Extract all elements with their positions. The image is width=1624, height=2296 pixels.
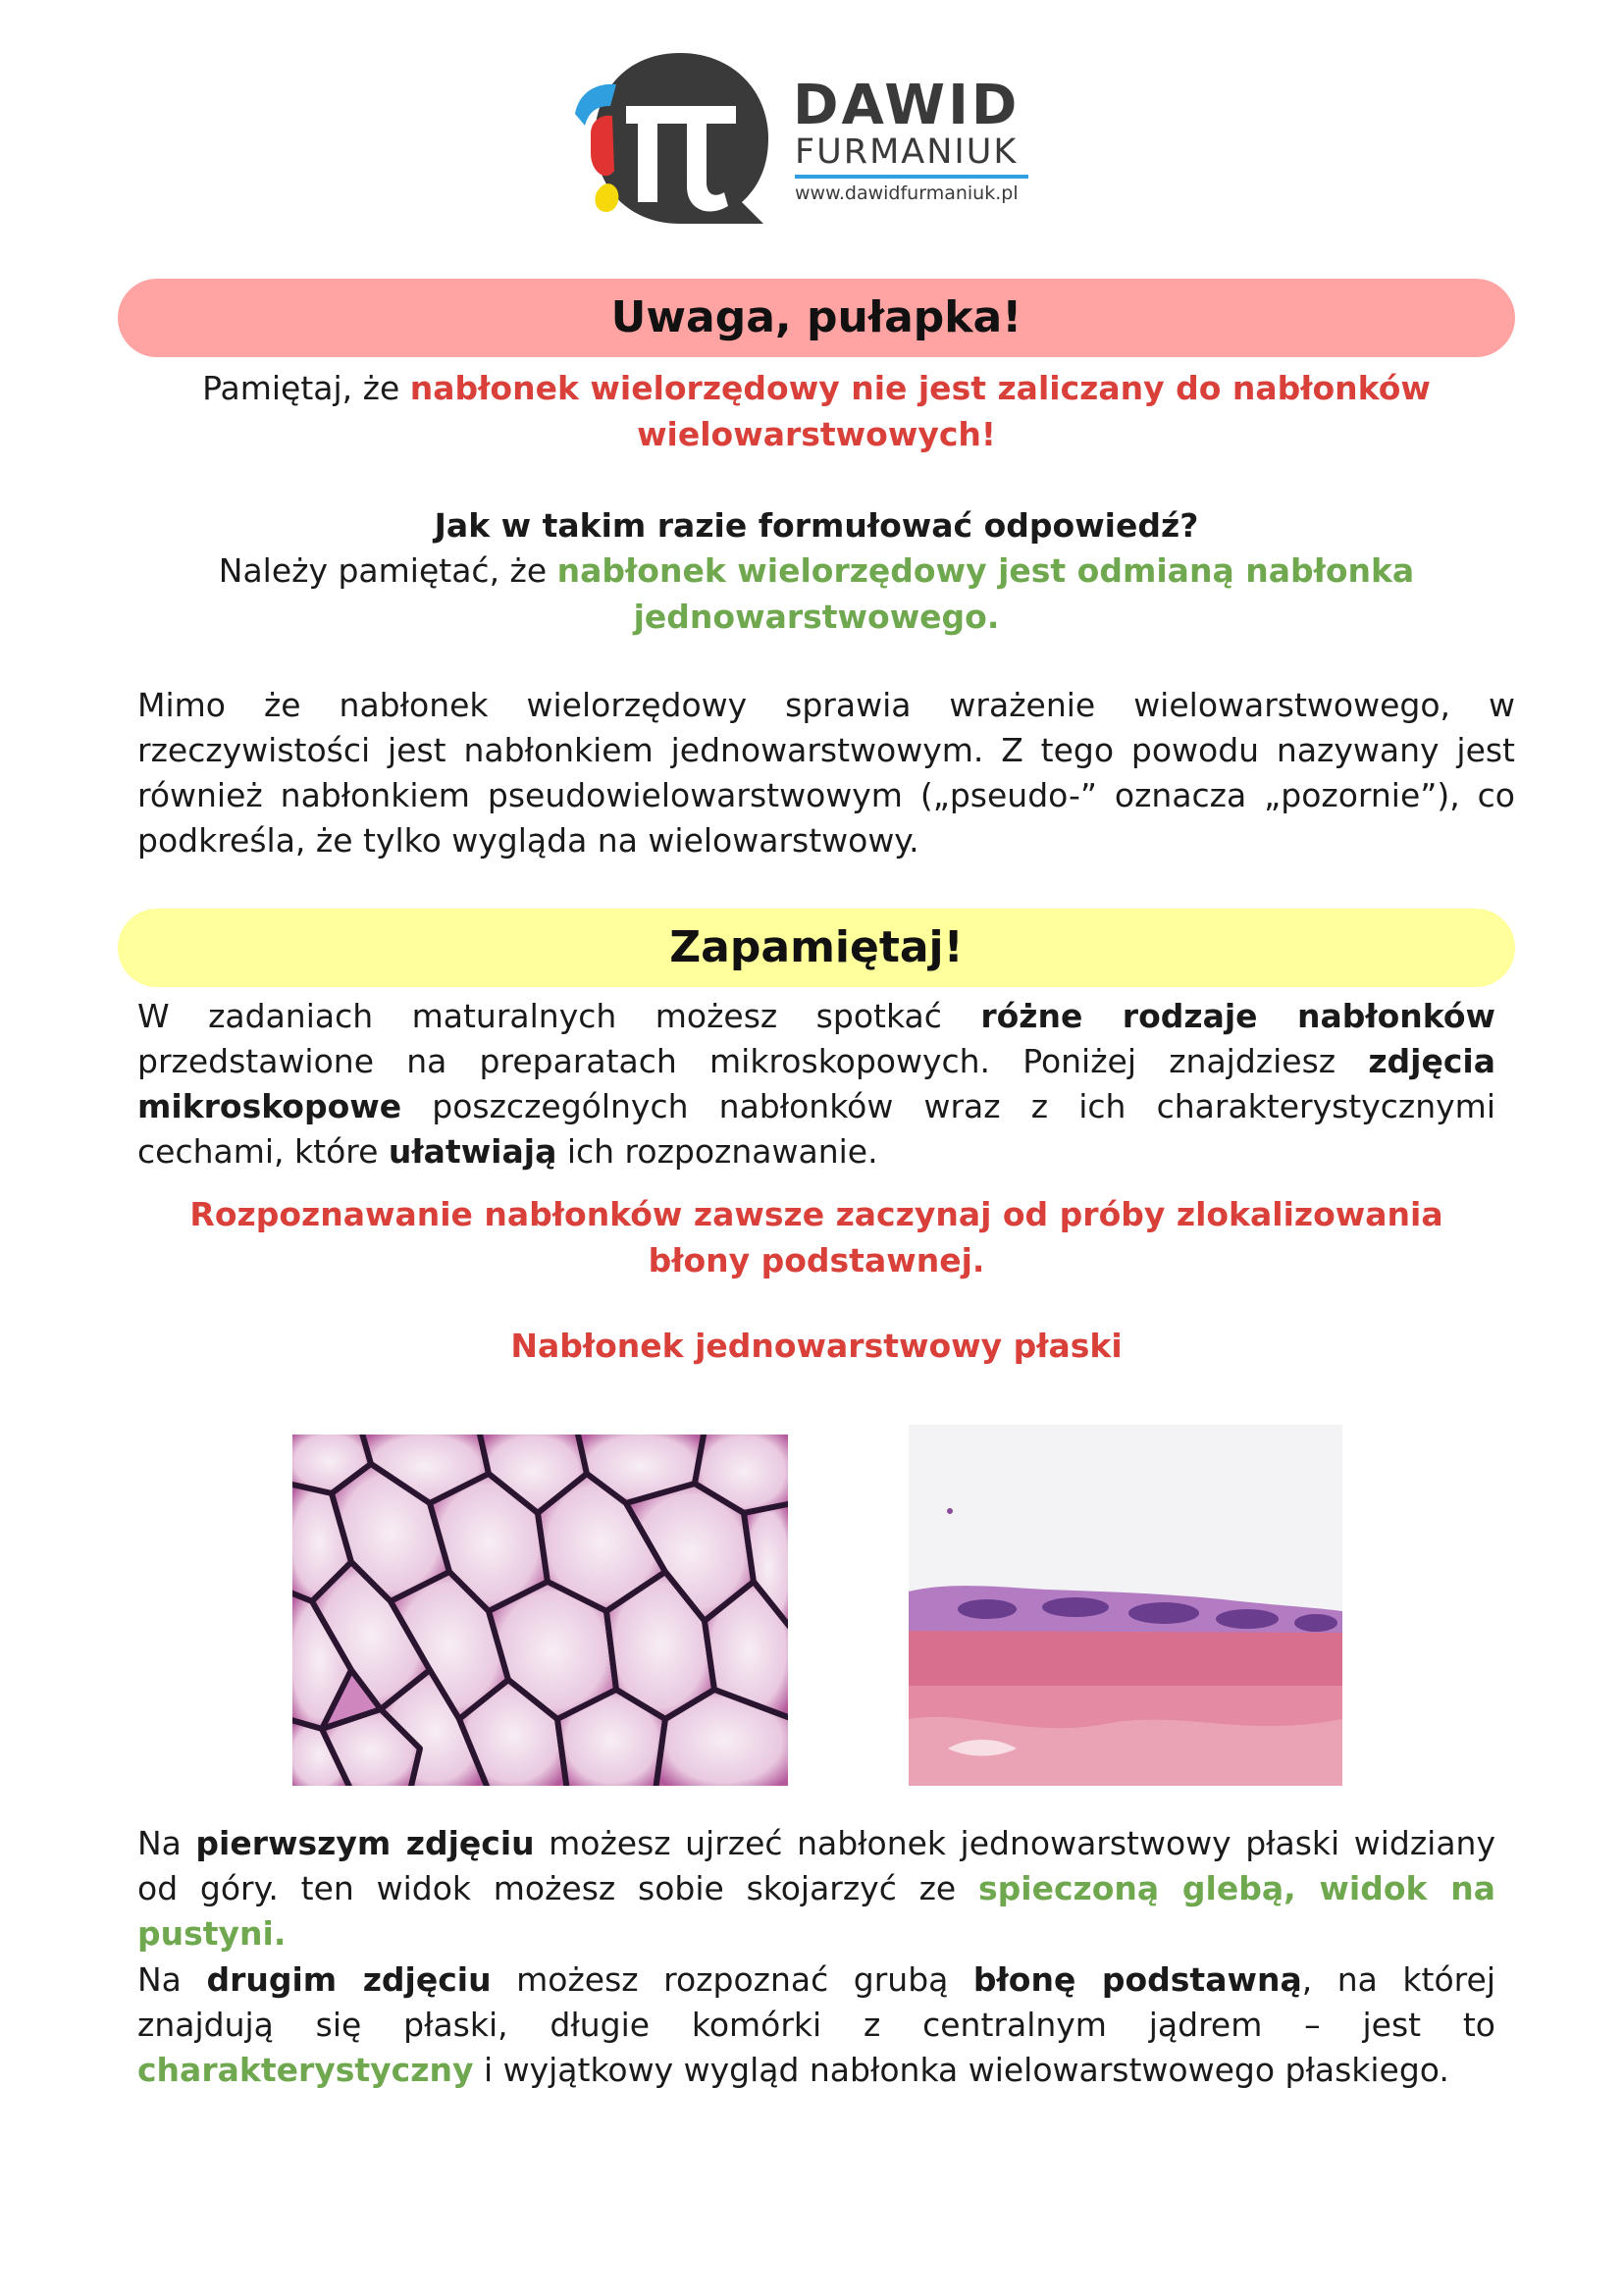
- text: możesz ujrzeć nabłonek jednowarstwowy płaski widziany od góry. ten widok możesz sobie skojarzyć ze: [137, 1824, 1495, 1907]
- micrograph-top-view: [292, 1435, 788, 1786]
- logo-url: www.dawidfurmaniuk.pl: [795, 183, 1019, 204]
- epithelium-subheading: Nabłonek jednowarstwowy płaski: [510, 1327, 1123, 1365]
- trap-paragraph: [137, 365, 1495, 457]
- remember-banner: [118, 909, 1515, 987]
- bold-text: błonę podstawną: [972, 1960, 1302, 1999]
- green-text: charakterystyczny: [137, 2051, 474, 2089]
- pseudo-explanation-paragraph: Mimo że nabłonek wielorzędowy sprawia wrażenie wielowarstwowego, w rzeczywistości jest nabłonkiem jednowarstwowym. Z tego powodu nazywany jest również nabłonkiem pseudowielowarstwowym („pseudo-” oznacza „pozornie”), co podkreśla, że tylko wygląda na wielowarstwowy.: [137, 686, 1515, 860]
- green-text: spieczoną glebą, widok na pustyni.: [137, 1869, 1495, 1953]
- micrograph-layer-icon: [909, 1425, 1342, 1786]
- text: przedstawione na preparatach mikroskopowych. Poniżej znajdziesz: [137, 1042, 1369, 1080]
- micrograph-cells-icon: [292, 1435, 788, 1786]
- answer-highlight: nabłonek wielorzędowy jest odmianą nabłonka jednowarstwowego.: [556, 551, 1415, 636]
- basement-membrane-note: Rozpoznawanie nabłonków zawsze zaczynaj od próby zlokalizowania błony podstawnej.: [189, 1195, 1443, 1279]
- text: W zadaniach maturalnych możesz spotkać: [137, 997, 981, 1035]
- bold-text: pierwszym zdjęciu: [195, 1824, 535, 1862]
- text: poszczególnych nabłonków wraz z ich charakterystycznymi cechami, które: [137, 1087, 1495, 1171]
- bold-text: ułatwiają: [388, 1132, 557, 1171]
- logo: [567, 45, 1038, 232]
- text: , na której znajdują się płaski, długie komórki z centralnym jądrem – jest to: [137, 1960, 1495, 2044]
- bold-text: drugim zdjęciu: [206, 1960, 492, 1999]
- trap-highlight: nabłonek wielorzędowy nie jest zaliczany do nabłonków wielowarstwowych!: [409, 369, 1431, 453]
- logo-divider: [795, 175, 1028, 179]
- warning-banner: [118, 279, 1515, 357]
- answer-paragraph: [137, 548, 1495, 640]
- trap-prefix: Pamiętaj, że: [202, 369, 410, 407]
- pi-logo-icon: [567, 45, 793, 232]
- text: Na: [137, 1960, 207, 1999]
- answer-prefix: Należy pamiętać, że: [218, 551, 557, 590]
- remember-heading: Zapamiętaj!: [669, 922, 964, 972]
- warning-heading: Uwaga, pułapka!: [610, 292, 1022, 342]
- text: i wyjątkowy wygląd nabłonka wielowarstwowego płaskiego.: [473, 2051, 1449, 2089]
- bold-text: zdjęcia mikroskopowe: [137, 1042, 1495, 1125]
- bold-text: różne rodzaje nabłonków: [980, 997, 1495, 1035]
- text: Na: [137, 1824, 196, 1862]
- question-line: Jak w takim razie formułować odpowiedź?: [434, 506, 1199, 545]
- text: możesz rozpoznać grubą: [491, 1960, 973, 1999]
- logo-name-last: FURMANIUK: [795, 132, 1019, 172]
- exam-info-paragraph: [137, 994, 1495, 1174]
- second-photo-paragraph: [137, 1957, 1495, 2093]
- micrograph-side-view: [909, 1425, 1342, 1786]
- text: ich rozpoznawanie.: [556, 1132, 878, 1171]
- first-photo-paragraph: [137, 1821, 1495, 1957]
- logo-name-first: DAWID: [793, 74, 1021, 137]
